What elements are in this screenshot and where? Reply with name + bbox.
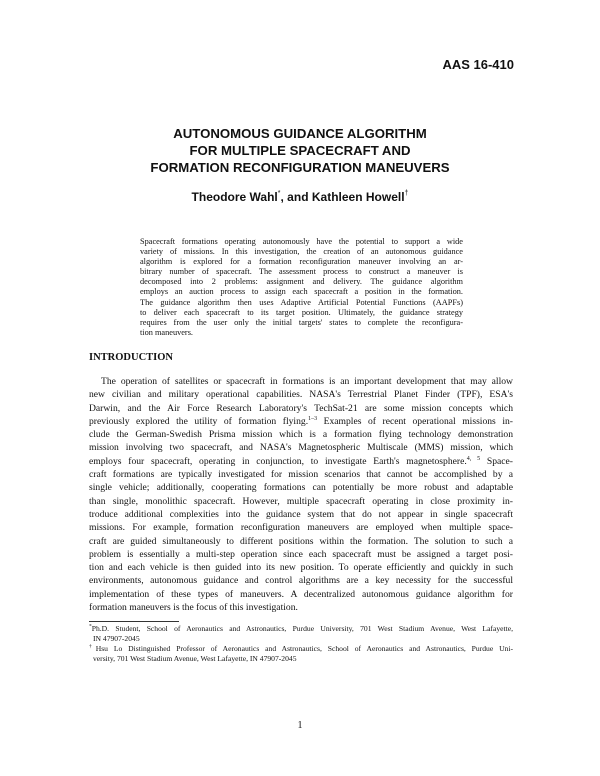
author-name: Theodore Wahl [191, 190, 278, 204]
body-line: problem is essentially a multi-step operation since each spacecraft must be assigned a target posi- [89, 548, 513, 560]
footnote-text: Ph.D. Student, School of Aeronautics and Astronautics, Purdue University, 701 West Stadium Avenue, West Lafayette, [91, 624, 513, 633]
body-text: Examples of recent operational missions in- [317, 415, 513, 427]
citation-ref: 1–3 [308, 415, 318, 422]
footnote-text: Hsu Lo Distinguished Professor of Aeronautics and Astronautics, School of Aeronautics and Astronautics, Purdue Uni- [95, 644, 513, 653]
title-line: FOR MULTIPLE SPACECRAFT AND [189, 143, 411, 158]
abstract-line: The guidance algorithm then uses Adaptive Artificial Potential Functions (AAPFs) [140, 297, 463, 307]
author-name: Kathleen Howell [311, 190, 405, 204]
abstract-line: decomposed into 2 problems: assignment and delivery. The guidance algorithm [140, 277, 463, 287]
footnote-mark: † [89, 643, 96, 650]
body-line: than single, monolithic spacecraft. However, multiple spacecraft operating in close proximity in- [89, 495, 513, 507]
abstract-line: requires from the user only the initial targets' states to complete the reconfigura- [140, 317, 463, 327]
footnote-mark: * [89, 623, 92, 630]
footnotes [89, 624, 513, 664]
abstract-line: Spacecraft formations operating autonomously have the potential to support a wide [140, 237, 463, 246]
body-text: employs four spacecraft, operating in conjunction, to investigate Earth's magnetosphere. [89, 455, 467, 467]
body-line: mission involving two spacecraft, and NASA's Magnetospheric Multiscale (MMS) mission, which [89, 442, 513, 454]
footnote-line [89, 644, 513, 654]
body-line: missions. For example, formation reconfiguration maneuvers are employed when multiple space- [89, 522, 513, 534]
footnote-line [89, 624, 513, 634]
paper-id: AAS 16-410 [442, 57, 514, 72]
abstract [140, 237, 463, 338]
abstract-line: bitrary number of spacecraft. The assessment process to construct a maneuver is [140, 267, 463, 277]
body-line: implementation of these types of maneuvers. A decentralized autonomous guidance algorithm for [89, 588, 513, 600]
section-heading: INTRODUCTION [89, 352, 174, 363]
body-line: tion and each vehicle is then guided into its new position. To operate efficiently and quickly in such [89, 562, 513, 574]
author-connector: , and [280, 190, 312, 204]
body-line: environments, autonomous guidance and control algorithms are a key necessity for the successful [89, 575, 513, 587]
author-list [0, 190, 600, 204]
body-line: troduce additional complexities into the guidance system that do not appear in single spacecraft [89, 508, 513, 520]
paper-title [0, 125, 600, 176]
abstract-line: to deliver each spacecraft to its target position. Ultimately, the guidance strategy [140, 307, 463, 317]
footnote-line: versity, 701 West Stadium Avenue, West Lafayette, IN 47907-2045 [93, 654, 297, 663]
footnote-rule [89, 621, 179, 622]
abstract-line: employs an auction process to assign each spacecraft a position in the formation. [140, 287, 463, 297]
body-line: The operation of satellites or spacecraft in formations is an important development that may allow [101, 376, 513, 387]
citation-ref: 4, 5 [466, 455, 481, 462]
footnote-mark: † [404, 190, 409, 197]
body-line: clude the German-Swedish Prisma mission which is a formation flying technology demonstration [89, 429, 513, 441]
abstract-line: variety of missions. In this investigation, the creation of an autonomous guidance [140, 247, 463, 257]
body-line-with-citation [89, 415, 513, 428]
title-line: AUTONOMOUS GUIDANCE ALGORITHM [173, 126, 427, 141]
body-line: single vehicle; additionally, cooperating formations can potentially be more robust and adaptable [89, 482, 513, 494]
introduction-body [89, 375, 513, 614]
body-line: new civilian and military operational capabilities. NASA's Terrestrial Planet Finder (TPF), ESA's [89, 389, 513, 401]
footnote-mark: * [277, 190, 281, 197]
abstract-line: tion maneuvers. [140, 327, 193, 337]
body-line: Darwin, and the Air Force Research Laboratory's TechSat-21 are some mission concepts which [89, 402, 513, 414]
body-line: craft formations are typically investigated for mission scenarios that cannot be accomplished by a [89, 469, 513, 481]
page-number: 1 [297, 720, 303, 731]
title-line: FORMATION RECONFIGURATION MANEUVERS [150, 160, 450, 175]
abstract-line: algorithm is explored for a formation reconfiguration maneuver involving an ar- [140, 257, 463, 267]
body-line: craft are guided simultaneously to different positions within the formation. The solution to such a [89, 535, 513, 547]
body-text: Space- [480, 455, 513, 467]
footnote-line: IN 47907-2045 [93, 634, 140, 643]
body-text: previously explored the utility of formation flying. [89, 415, 309, 427]
body-line: formation maneuvers is the focus of this investigation. [89, 602, 298, 614]
body-line-with-citation [89, 455, 513, 468]
